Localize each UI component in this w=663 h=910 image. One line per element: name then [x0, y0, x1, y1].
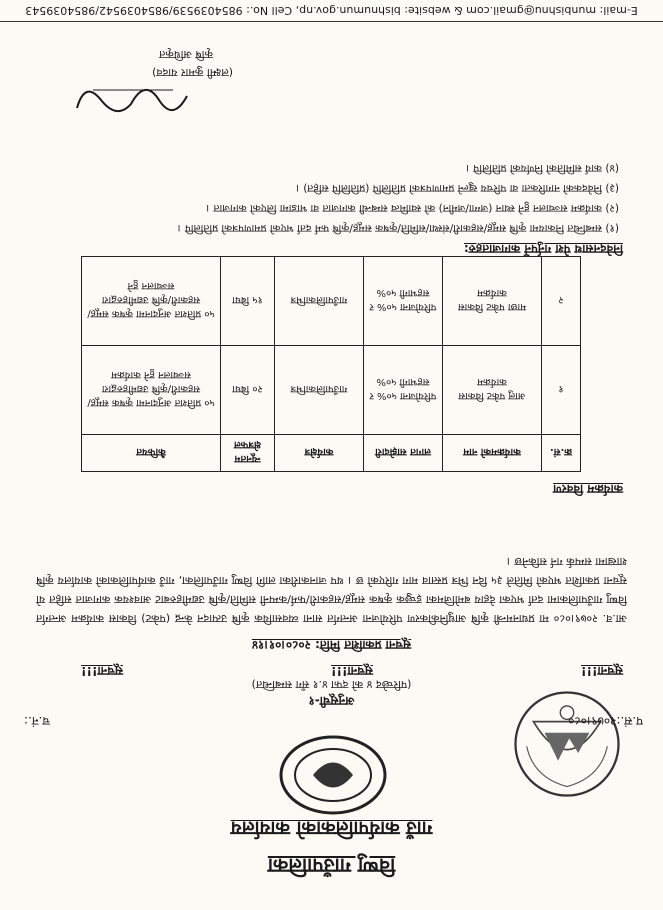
- table-cell: ५० प्रतिशत अनुदानमा कृषक समूह/सहकारी/कृषि उद्यमीहरुद्वारा सञ्चालन हुने कार्यक्रम: [82, 346, 221, 435]
- table-cell: गाउँपालिकाभित्र: [275, 346, 364, 435]
- program-description-heading: कार्यक्रम विवरण: [553, 482, 623, 496]
- documents-heading: निवेदनसाथ पेश गर्नुपर्ने कागजातहरु:: [463, 242, 623, 256]
- table-row: [82, 346, 581, 435]
- table-cell: आलु पकेट विकास कार्यक्रम: [443, 346, 542, 435]
- signatory-role: कृषि अधिकृत: [159, 48, 213, 61]
- notice-label: सूचना!!!: [581, 664, 623, 678]
- office-stamp-icon: [273, 730, 393, 820]
- table-cell: परियोजना ५०% र सहभागी ५०%: [364, 257, 443, 346]
- table-cell: गाउँपालिकाभित्र: [275, 257, 364, 346]
- notice-label: सूचना!!!: [331, 664, 373, 678]
- documents-list: [39, 158, 619, 238]
- table-cell: १: [542, 346, 581, 435]
- table-header-cell: कार्यक्षेत्र: [275, 435, 364, 472]
- table-row: [82, 257, 581, 346]
- patra-sankhya: प.सं.:२०७९।०८०: [568, 714, 643, 728]
- table-cell: १५ बिघा: [221, 257, 275, 346]
- publication-date: सूचना प्रकाशित मिति: २०८०।०१।१४: [251, 638, 412, 652]
- table-header-cell: लागत साझेदारी: [364, 435, 443, 472]
- table-cell: माछा पकेट विकास कार्यक्रम: [443, 257, 542, 346]
- annex-title: अनुसूची-१: [308, 694, 355, 708]
- table-header-cell: कैफियत: [82, 435, 221, 472]
- table-header-cell: न्यूनतम क्षेत्रफल: [221, 435, 275, 472]
- notice-paragraph: आ.व. २०७९।०८० मा प्रधानमन्त्री कृषि आधुनिकीकरण परियोजना अन्तर्गत साना व्यवसायिक कृषि उत्पादन केन्द्र (पकेट) विकास कार्यक्रम अन्तर्गत विष्णु गाउँपालिकामा दर्ता भएका देहाय बमोजिमका इच्छुक कृषक समूह/सहकारी/फर्म/कम्पनी समिति/कृषि उद्यमीहरुबाट आवश्यक कागजात सहित यो सूचना प्रकाशित भएको मितिले ३५ दिन भित्र प्रस्ताव माग गरिएको छ । थप जानकारीका लागि विष्णु गाउँपालिका, गाउँ कार्यपालिकाको कार्यालय कृषि शाखामा सम्पर्क गर्न सकिनेछ ।: [36, 555, 627, 625]
- table-header-cell: कार्यक्रमको नाम: [443, 435, 542, 472]
- office-title: गाउँ कार्यपालिकाको कार्यालय: [230, 817, 433, 839]
- table-cell: २: [542, 257, 581, 346]
- annex-subtitle: (परिच्छेद ४ को दफा ४.१ सँग सम्बन्धित): [251, 678, 412, 691]
- list-item: (३) निवेदकको नागरिकता वा परिचय खुल्ने प्रमाणपत्रको प्रतिलिपि (प्रतिलिपि सहित) ।: [295, 182, 619, 194]
- municipality-title: विष्णु गाउँपालिका: [267, 854, 396, 878]
- program-table: [81, 256, 581, 472]
- table-header-cell: क्र.सं.: [542, 435, 581, 472]
- table-cell: ५० प्रतिशत अनुदानमा कृषक समूह/सहकारी/कृषि उद्यमीहरुद्वारा सञ्चालन हुने: [82, 257, 221, 346]
- list-item: (४) कार्य समितिको निर्णयको प्रतिलिपि ।: [466, 162, 619, 174]
- table-header-row: [82, 435, 581, 472]
- chalani-number: च.नं.:: [24, 714, 50, 728]
- notice-label: सूचना!!!: [81, 664, 123, 678]
- signatory-name: (लक्ष्मी कुमार यादव): [152, 66, 233, 79]
- footer-contact: E-mail: munbishnu@gmail.com & website: bishnumun.gov.np, Cell No.: 9854039539/9854039542/9854039543: [0, 4, 663, 22]
- table-cell: २० बिघा: [221, 346, 275, 435]
- signature-icon: [73, 82, 193, 130]
- list-item: (२) कार्यक्रम सञ्चालन हुने स्थान (जग्गा/जमीन) को स्वामित्व सम्बन्धी कागजात वा भाडामा लिएको कागजात ।: [206, 202, 619, 214]
- list-item: (१) सम्बन्धित निकायमा कृषि समूह/सहकारी/संस्था/समिति/कृषक समूह/कृषि फर्म दर्ता भएको प्रमाणपत्रको प्रतिलिपि ।: [177, 222, 619, 234]
- table-cell: परियोजना ५०% र सहभागी ५०%: [364, 346, 443, 435]
